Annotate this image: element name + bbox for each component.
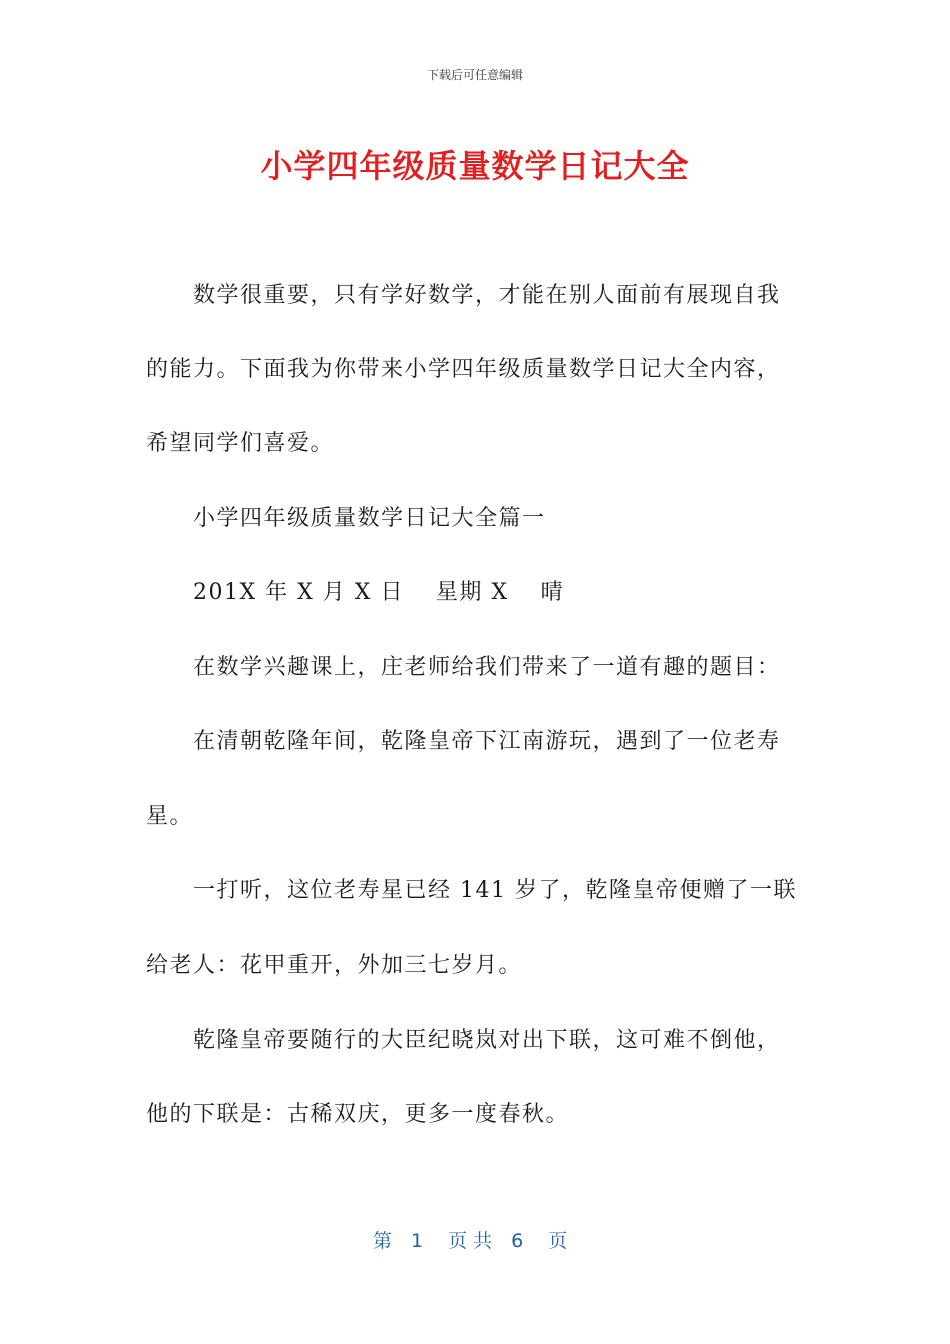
paragraph-line: 数学很重要，只有学好数学，才能在别人面前有展现自我 (193, 283, 781, 308)
paragraph-line: 希望同学们喜爱。 (146, 431, 335, 456)
paragraph-line: 在数学兴趣课上，庄老师给我们带来了一道有趣的题目： (193, 655, 781, 680)
paragraph-line: 的能力。下面我为你带来小学四年级质量数学日记大全内容， (146, 357, 781, 382)
header-note: 下载后可任意编辑 (426, 68, 523, 82)
diary-date-line: 201X 年 X 月 X 日 星期 X 晴 (193, 580, 565, 605)
document-title: 小学四年级质量数学日记大全 (260, 147, 690, 185)
paragraph-line: 星。 (146, 804, 194, 829)
page-footer: 第 1 页 共 6 页 (373, 1230, 568, 1252)
paragraph-line: 他的下联是：古稀双庆，更多一度春秋。 (146, 1102, 570, 1127)
paragraph-line: 乾隆皇帝要随行的大臣纪晓岚对出下联，这可难不倒他， (193, 1028, 781, 1053)
paragraph-line: 给老人：花甲重开，外加三七岁月。 (146, 953, 523, 978)
paragraph-line: 一打听，这位老寿星已经 141 岁了，乾隆皇帝便赠了一联 (193, 878, 797, 903)
section-heading: 小学四年级质量数学日记大全篇一 (193, 506, 546, 531)
paragraph-line: 在清朝乾隆年间，乾隆皇帝下江南游玩，遇到了一位老寿 (193, 729, 781, 754)
